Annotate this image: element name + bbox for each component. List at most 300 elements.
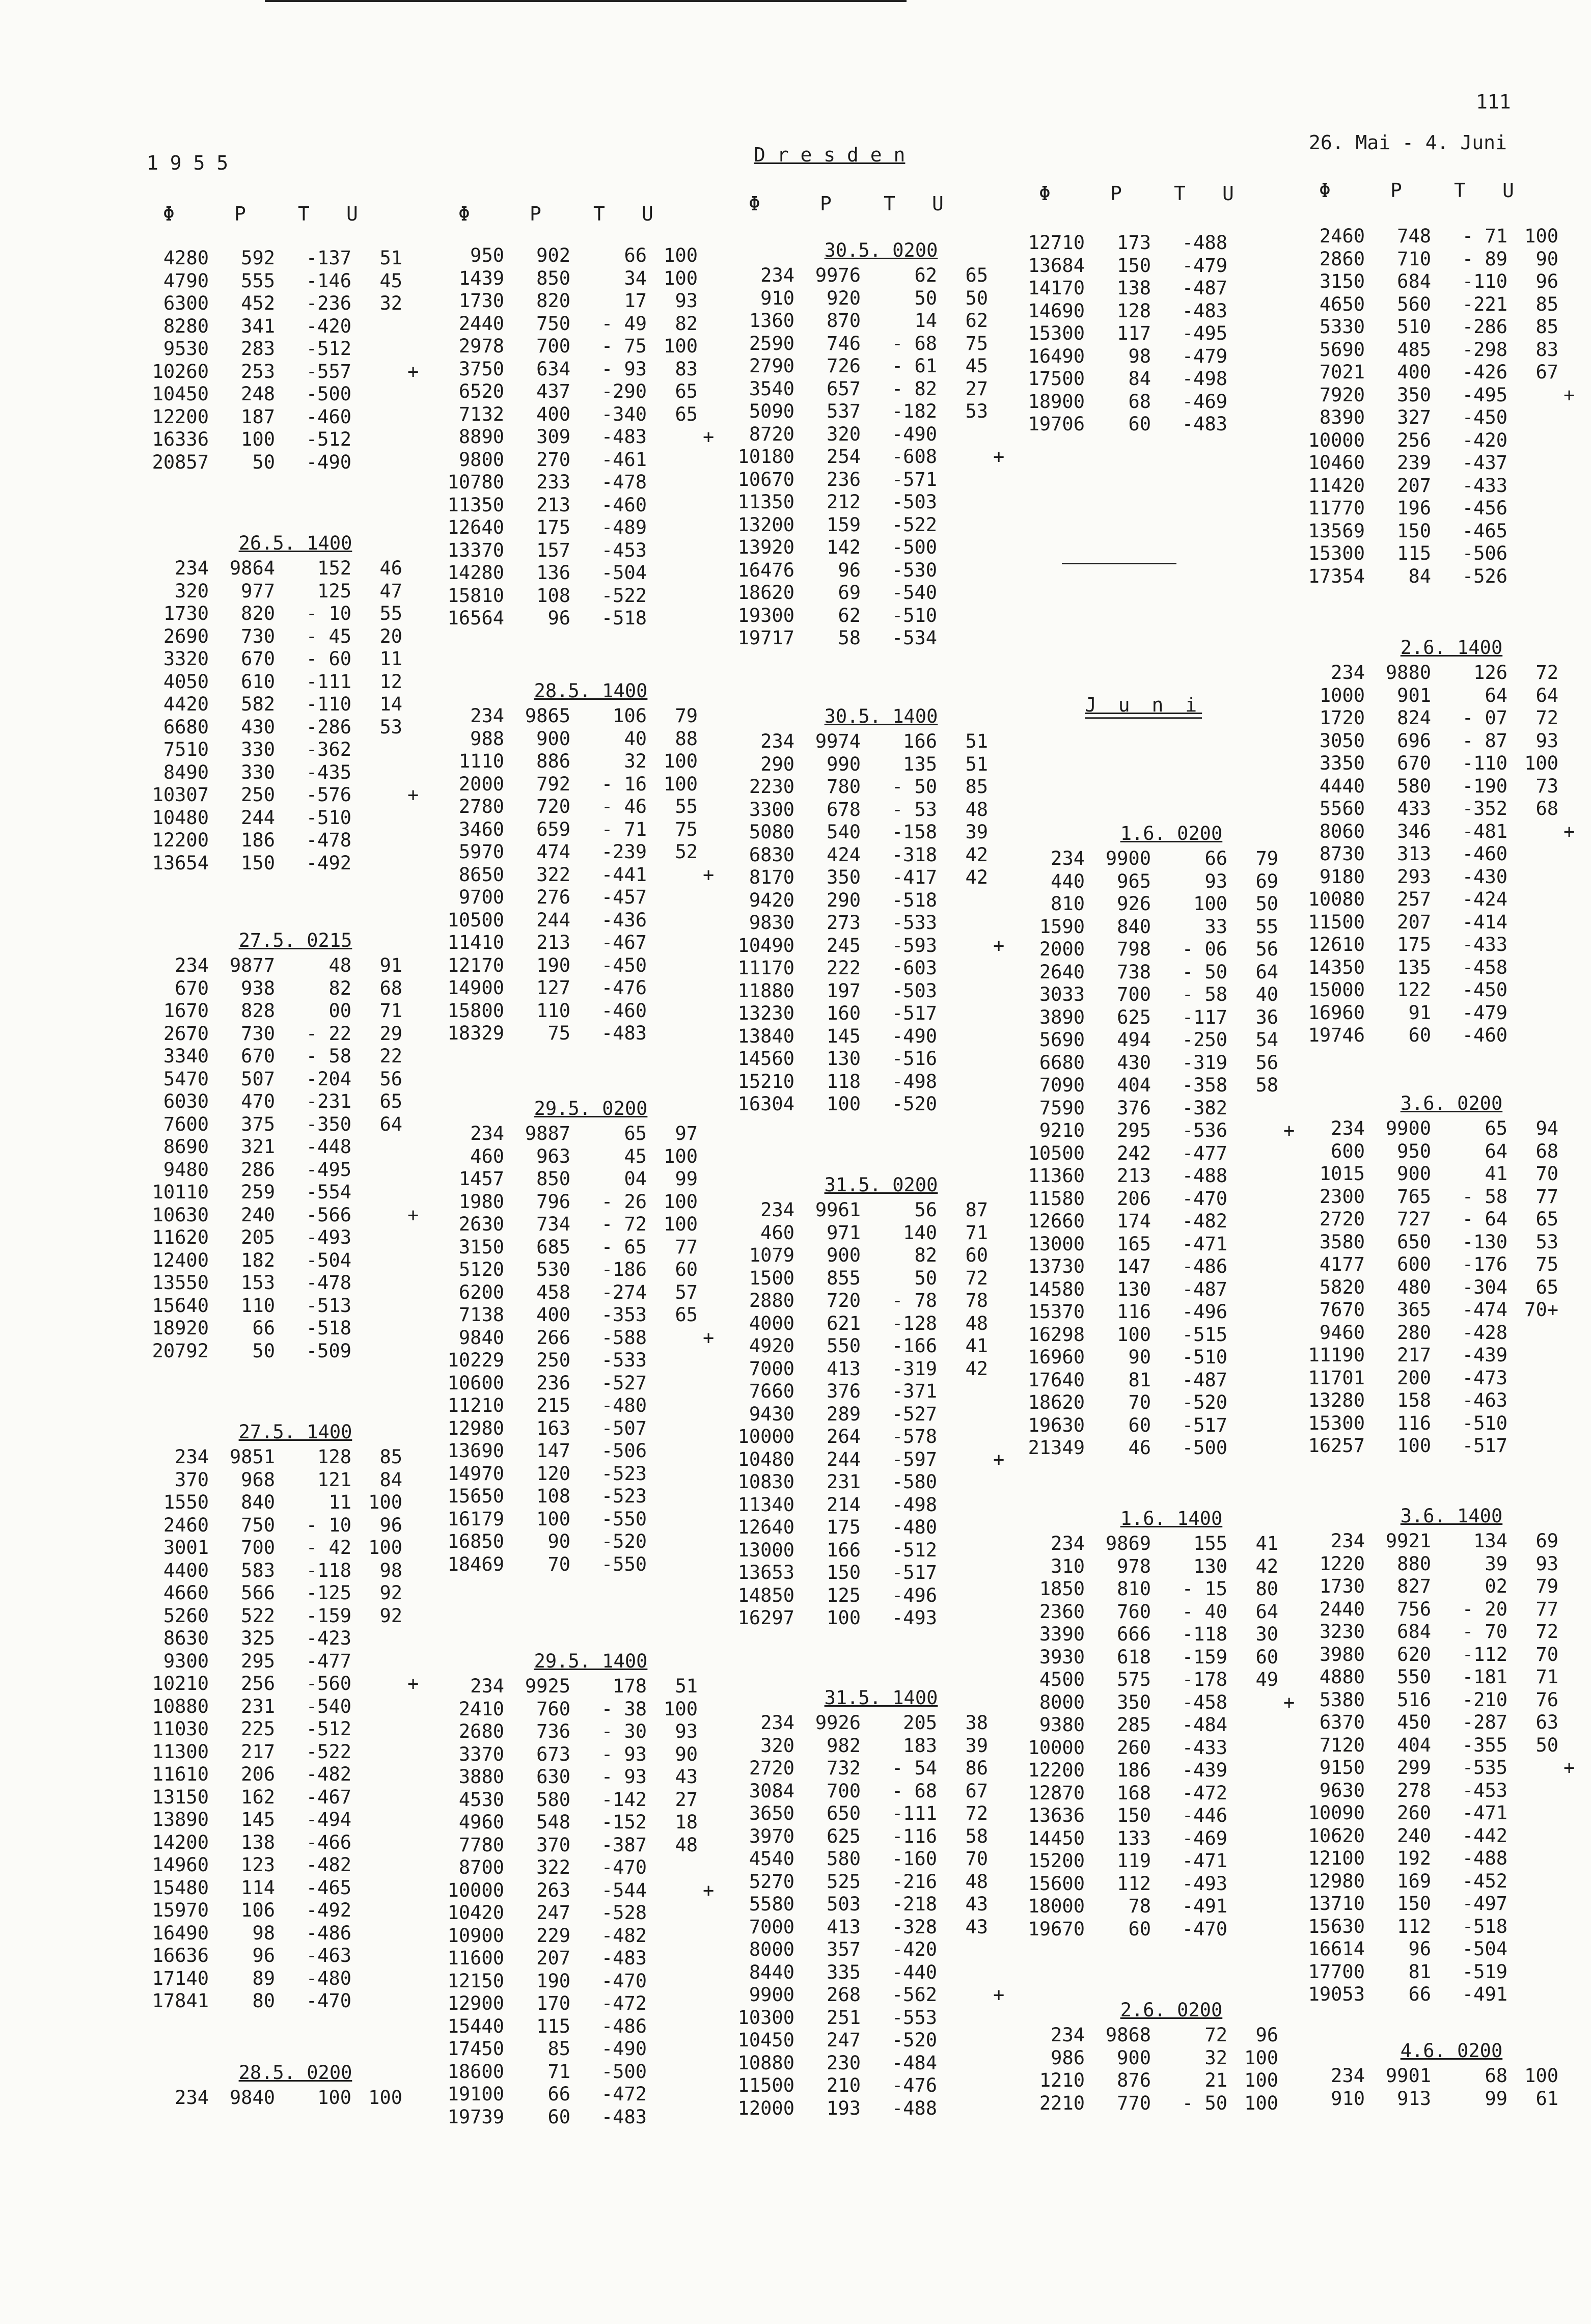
pressure-value: 522: [241, 1604, 275, 1627]
humidity-value: 51: [965, 753, 988, 775]
phi-value: 11610: [152, 1763, 209, 1785]
phi-value: 18920: [152, 1317, 209, 1339]
phi-value: 9460: [1319, 1321, 1365, 1344]
column-header-label: Φ: [1039, 182, 1051, 205]
table-row: [448, 1970, 733, 1993]
phi-value: 15600: [1028, 1872, 1085, 1895]
temperature-value: -420: [306, 315, 351, 337]
pressure-value: 100: [241, 428, 275, 450]
temperature-value: -528: [601, 1902, 647, 1924]
pressure-value: 157: [536, 539, 570, 561]
phi-value: 234: [1331, 1530, 1365, 1552]
table-row: [1309, 1825, 1591, 1848]
pressure-value: 90: [1128, 1346, 1151, 1368]
temperature-value: -534: [891, 627, 937, 649]
phi-value: 12900: [447, 1992, 504, 2014]
table-row: [738, 730, 1024, 753]
humidity-value: 92: [379, 1582, 402, 1604]
pressure-value: 580: [1397, 775, 1431, 797]
phi-value: 4400: [163, 1559, 209, 1581]
column-header-label: U: [346, 203, 358, 225]
pressure-value: 330: [241, 761, 275, 783]
table-row: [448, 1789, 733, 1812]
humidity-value: 65: [1535, 1208, 1558, 1230]
table-row: [448, 1236, 733, 1259]
humidity-value: 18: [675, 1811, 698, 1833]
temperature-value: 178: [613, 1675, 647, 1697]
phi-value: 14450: [1028, 1827, 1085, 1849]
table-row: [1309, 1231, 1591, 1254]
pressure-value: 78: [1128, 1895, 1151, 1917]
humidity-value: +: [993, 446, 1005, 468]
temperature-value: -182: [891, 400, 937, 422]
table-row: [448, 1463, 733, 1486]
temperature-value: -518: [601, 607, 647, 629]
temperature-value: -522: [891, 513, 937, 536]
pressure-value: 736: [536, 1720, 570, 1742]
column-header-label: Φ: [749, 193, 760, 215]
phi-value: 3001: [163, 1537, 209, 1559]
pressure-value: 108: [536, 1485, 570, 1507]
phi-value: 11300: [152, 1740, 209, 1763]
table-row: [1029, 2024, 1314, 2047]
humidity-value: 65: [965, 264, 988, 286]
pressure-value: 666: [1117, 1623, 1151, 1645]
phi-value: 5690: [1039, 1029, 1085, 1051]
temperature-value: -482: [306, 1763, 351, 1785]
table-row: [1309, 542, 1591, 565]
temperature-value: - 89: [1462, 248, 1507, 270]
humidity-value: 69: [1535, 1530, 1558, 1552]
temperature-value: -518: [306, 1317, 351, 1339]
phi-value: 2440: [1319, 1598, 1365, 1620]
temperature-value: -118: [306, 1559, 351, 1581]
pressure-value: 494: [1117, 1029, 1151, 1051]
phi-value: 1590: [1039, 915, 1085, 938]
phi-value: 3050: [1319, 729, 1365, 752]
table-row: [448, 290, 733, 313]
table-row: [1309, 565, 1591, 588]
humidity-value: 58: [965, 1825, 988, 1847]
temperature-value: -460: [1462, 1024, 1507, 1046]
pressure-value: 659: [536, 818, 570, 840]
humidity-value: 40: [1255, 983, 1278, 1005]
phi-value: 15300: [1028, 322, 1085, 344]
table-row: [153, 784, 438, 807]
pressure-value: 193: [827, 2097, 861, 2119]
table-row: [738, 1093, 1024, 1116]
table-row: [1309, 1870, 1591, 1893]
temperature-value: -490: [891, 1025, 937, 1047]
phi-value: 3320: [163, 648, 209, 670]
pressure-value: 700: [1117, 983, 1151, 1005]
table-row: [448, 2015, 733, 2038]
temperature-value: -608: [891, 446, 937, 468]
temperature-value: -500: [1182, 1437, 1227, 1459]
phi-value: 7590: [1039, 1097, 1085, 1119]
pressure-value: 286: [241, 1158, 275, 1181]
phi-value: 8000: [749, 1938, 794, 1960]
humidity-value: 93: [675, 1720, 698, 1742]
pressure-value: 163: [536, 1417, 570, 1439]
pressure-value: 84: [1128, 368, 1151, 390]
pressure-value: 592: [241, 247, 275, 269]
phi-value: 10630: [152, 1204, 209, 1226]
table-row: [1309, 866, 1591, 889]
humidity-value: 93: [1535, 729, 1558, 752]
pressure-value: 153: [241, 1272, 275, 1294]
temperature-value: -435: [306, 761, 351, 783]
temperature-value: -371: [891, 1380, 937, 1402]
phi-value: 10600: [447, 1372, 504, 1394]
table-row: [153, 1696, 438, 1718]
pressure-value: 901: [1397, 684, 1431, 706]
table-row: [1029, 2047, 1314, 2070]
temperature-value: -488: [1182, 1165, 1227, 1187]
humidity-value: 48: [965, 798, 988, 821]
pressure-value: 81: [1408, 1960, 1431, 1983]
temperature-value: -495: [1182, 322, 1227, 344]
pressure-value: 114: [241, 1876, 275, 1899]
temperature-value: -506: [1462, 542, 1507, 564]
pressure-value: 250: [241, 784, 275, 806]
humidity-value: 77: [1535, 1598, 1558, 1620]
humidity-value: 56: [379, 1068, 402, 1090]
phi-value: 5970: [458, 841, 504, 863]
pressure-value: 278: [1397, 1779, 1431, 1801]
table-row: [153, 315, 438, 338]
temperature-value: 62: [914, 264, 937, 286]
phi-value: 460: [760, 1221, 794, 1244]
table-row: [1309, 475, 1591, 498]
temperature-value: -566: [306, 1204, 351, 1226]
phi-value: 2410: [458, 1698, 504, 1720]
phi-value: 7510: [163, 739, 209, 760]
column-header-label: Φ: [458, 203, 470, 225]
phi-value: 1110: [458, 750, 504, 772]
humidity-value: 50: [1255, 893, 1278, 915]
column-header-label: U: [1502, 179, 1514, 202]
temperature-value: - 87: [1462, 729, 1507, 752]
table-row: [1309, 730, 1591, 753]
phi-value: 10480: [152, 806, 209, 829]
phi-value: 1980: [458, 1190, 504, 1213]
phi-value: 9420: [749, 889, 794, 911]
temperature-value: 126: [1473, 662, 1507, 683]
temperature-value: 41: [1485, 1163, 1507, 1185]
phi-value: 13653: [737, 1562, 794, 1583]
table-row: [1309, 662, 1591, 685]
table-row: [448, 267, 733, 290]
phi-value: 10460: [1308, 452, 1365, 474]
column-header-label: T: [593, 203, 605, 225]
temperature-value: -479: [1182, 254, 1227, 277]
temperature-value: -557: [306, 360, 351, 382]
pressure-value: 166: [827, 1539, 861, 1561]
table-row: [1309, 979, 1591, 1002]
temperature-value: -488: [1182, 232, 1227, 254]
table-row: [448, 471, 733, 494]
pressure-value: 583: [241, 1559, 275, 1581]
humidity-value: 42: [965, 866, 988, 888]
phi-value: 988: [470, 727, 504, 750]
phi-value: 13710: [1308, 1893, 1365, 1915]
table-row: [738, 1735, 1024, 1758]
temperature-value: -488: [891, 2097, 937, 2119]
temperature-value: -117: [1182, 1006, 1227, 1028]
table-row: [738, 980, 1024, 1003]
phi-value: 10880: [152, 1695, 209, 1717]
temperature-value: 21: [1204, 2069, 1227, 2091]
phi-value: 11340: [737, 1493, 794, 1516]
temperature-value: - 50: [891, 776, 937, 798]
table-row: [153, 1136, 438, 1159]
phi-value: 16960: [1308, 1001, 1365, 1024]
sounding-block: [448, 1098, 733, 1576]
pressure-value: 100: [827, 1093, 861, 1115]
city-title: D r e s d e n: [754, 144, 906, 166]
temperature-value: -146: [306, 269, 351, 292]
temperature-value: -471: [1182, 1850, 1227, 1872]
humidity-value: 100: [664, 750, 698, 772]
phi-value: 12400: [152, 1249, 209, 1271]
temperature-value: - 20: [1462, 1598, 1507, 1620]
temperature-value: - 93: [601, 358, 647, 380]
table-row: [1029, 1714, 1314, 1737]
pressure-value: 480: [1397, 1276, 1431, 1298]
table-row: [448, 494, 733, 517]
temperature-value: -433: [1462, 934, 1507, 955]
pressure-value: 70: [1128, 1391, 1151, 1413]
pressure-value: 525: [827, 1870, 861, 1893]
table-row: [1309, 821, 1591, 843]
table-row: [153, 383, 438, 406]
phi-value: 10420: [447, 1902, 504, 1924]
pressure-value: 580: [536, 1788, 570, 1811]
phi-value: 16476: [737, 559, 794, 581]
phi-value: 16960: [1028, 1346, 1085, 1368]
phi-value: 12980: [1308, 1870, 1365, 1892]
pressure-value: 963: [536, 1145, 570, 1167]
pressure-value: 900: [827, 1244, 861, 1266]
pressure-value: 630: [536, 1766, 570, 1788]
temperature-value: -437: [1462, 452, 1507, 474]
table-row: [153, 338, 438, 361]
phi-value: 8730: [1319, 843, 1365, 865]
phi-value: 12640: [447, 516, 504, 538]
block-title: 30.5. 0200: [824, 239, 938, 261]
phi-value: 19670: [1028, 1918, 1085, 1940]
temperature-value: -387: [601, 1834, 647, 1856]
phi-value: 14900: [447, 977, 504, 999]
table-row: [448, 1417, 733, 1440]
temperature-value: 39: [1485, 1552, 1507, 1575]
pressure-value: 60: [547, 2106, 570, 2128]
pressure-value: 145: [827, 1025, 861, 1047]
pressure-value: 350: [1397, 384, 1431, 406]
table-row: [1029, 1827, 1314, 1850]
phi-value: 18600: [447, 2060, 504, 2083]
table-row: [1309, 1186, 1591, 1209]
humidity-value: 100: [664, 1190, 698, 1213]
pressure-value: 85: [547, 2038, 570, 2060]
pressure-value: 213: [536, 932, 570, 953]
pressure-value: 231: [827, 1471, 861, 1493]
pressure-value: 120: [536, 1462, 570, 1485]
phi-value: 2440: [458, 312, 504, 335]
phi-value: 13150: [152, 1786, 209, 1808]
table-row: [1309, 1253, 1591, 1276]
pressure-value: 920: [827, 287, 861, 309]
phi-value: 234: [760, 264, 794, 286]
phi-value: 234: [175, 954, 209, 976]
block-title: 31.5. 0200: [824, 1174, 938, 1196]
phi-value: 1730: [1319, 1575, 1365, 1597]
phi-value: 3980: [1319, 1643, 1365, 1665]
temperature-value: -487: [1182, 1369, 1227, 1391]
pressure-value: 485: [1397, 338, 1431, 361]
table-row: [1029, 1052, 1314, 1075]
pressure-value: 600: [1397, 1253, 1431, 1275]
phi-value: 11580: [1028, 1187, 1085, 1210]
temperature-value: -535: [1462, 1757, 1507, 1779]
humidity-value: 20: [379, 625, 402, 647]
pressure-value: 147: [1117, 1255, 1151, 1277]
temperature-value: -504: [1462, 1938, 1507, 1960]
table-row: [1029, 391, 1314, 414]
table-row: [738, 776, 1024, 799]
pressure-value: 9868: [1105, 2024, 1151, 2046]
phi-value: 9900: [749, 1984, 794, 2006]
temperature-value: - 60: [306, 648, 351, 670]
pressure-value: 413: [827, 1357, 861, 1380]
phi-value: 950: [470, 244, 504, 266]
pressure-value: 245: [827, 934, 861, 956]
table-row: [153, 1295, 438, 1318]
block-title: 30.5. 1400: [824, 705, 938, 727]
temperature-value: -472: [1182, 1782, 1227, 1804]
phi-value: 1730: [163, 603, 209, 624]
pressure-value: 106: [241, 1899, 275, 1921]
pressure-value: 720: [827, 1290, 861, 1311]
temperature-value: -480: [306, 1967, 351, 1989]
temperature-value: -504: [306, 1249, 351, 1271]
table-row: [153, 1537, 438, 1560]
table-row: [738, 446, 1024, 469]
pressure-value: 913: [1397, 2087, 1431, 2110]
pressure-value: 9921: [1385, 1530, 1431, 1552]
table-row: [448, 1372, 733, 1395]
sounding-block: [153, 532, 438, 874]
phi-value: 5080: [749, 821, 794, 843]
sounding-block: [153, 929, 438, 1362]
humidity-value: 90: [1535, 248, 1558, 270]
temperature-value: -562: [891, 1984, 937, 2006]
pressure-value: 98: [1128, 345, 1151, 367]
sounding-block: [738, 705, 1024, 1116]
temperature-value: 166: [903, 730, 937, 752]
pressure-value: 207: [1397, 474, 1431, 497]
phi-value: 17700: [1308, 1960, 1365, 1983]
temperature-value: 135: [903, 753, 937, 775]
table-row: [738, 844, 1024, 867]
phi-value: 17450: [447, 2038, 504, 2060]
humidity-value: 73: [1535, 775, 1558, 797]
humidity-value: 57: [675, 1281, 698, 1303]
phi-value: 7670: [1319, 1299, 1365, 1321]
table-row: [448, 1327, 733, 1350]
table-row: [738, 1938, 1024, 1961]
pressure-value: 182: [241, 1249, 275, 1271]
temperature-value: -111: [306, 670, 351, 693]
temperature-value: -510: [1462, 1412, 1507, 1434]
pressure-value: 968: [241, 1468, 275, 1491]
temperature-value: -489: [601, 516, 647, 538]
column-header-label: U: [1222, 182, 1234, 205]
pressure-value: 60: [1128, 1918, 1151, 1940]
table-row: [1309, 2088, 1591, 2111]
table-row: [448, 1925, 733, 1948]
table-row: [738, 1848, 1024, 1871]
column-header-label: T: [1174, 182, 1186, 205]
humidity-value: 60: [1255, 1646, 1278, 1668]
pressure-value: 746: [827, 332, 861, 354]
humidity-value: +: [1563, 1757, 1575, 1779]
phi-value: 2300: [1319, 1185, 1365, 1208]
humidity-value: 53: [1535, 1231, 1558, 1253]
phi-value: 3340: [163, 1045, 209, 1067]
pressure-value: 118: [827, 1070, 861, 1092]
phi-value: 8700: [458, 1856, 504, 1878]
temperature-value: -439: [1462, 1344, 1507, 1366]
column-header-label: T: [884, 193, 895, 215]
humidity-value: 53: [379, 716, 402, 738]
phi-value: 14690: [1028, 299, 1085, 322]
table-row: [1309, 1002, 1591, 1025]
phi-value: 15300: [1308, 542, 1365, 564]
pressure-value: 116: [1397, 1412, 1431, 1434]
temperature-value: - 64: [1462, 1208, 1507, 1230]
phi-value: 17354: [1308, 565, 1365, 587]
humidity-value: 65: [675, 380, 698, 402]
humidity-value: 63: [1535, 1711, 1558, 1733]
humidity-value: 94: [1535, 1117, 1558, 1139]
table-row: [153, 451, 438, 474]
pressure-value: 293: [1397, 865, 1431, 888]
humidity-value: 53: [965, 400, 988, 422]
phi-value: 1730: [458, 290, 504, 312]
humidity-value: 92: [379, 1604, 402, 1627]
temperature-value: -491: [1462, 1983, 1507, 2005]
humidity-value: 71: [379, 1000, 402, 1022]
phi-value: 17640: [1028, 1369, 1085, 1391]
humidity-value: 38: [965, 1712, 988, 1734]
phi-value: 16297: [737, 1607, 794, 1629]
humidity-value: +: [703, 1879, 715, 1901]
pressure-value: 66: [1408, 1983, 1431, 2005]
temperature-value: -456: [1462, 497, 1507, 519]
pressure-value: 250: [536, 1349, 570, 1371]
temperature-value: -520: [891, 1093, 937, 1115]
pressure-value: 46: [1128, 1437, 1151, 1459]
pressure-value: 50: [252, 1339, 275, 1362]
phi-value: 3650: [749, 1802, 794, 1824]
pressure-value: 575: [1117, 1669, 1151, 1690]
pressure-value: 60: [1128, 1414, 1151, 1436]
table-row: [1309, 2065, 1591, 2088]
pressure-value: 66: [252, 1317, 275, 1339]
pressure-value: 673: [536, 1743, 570, 1765]
